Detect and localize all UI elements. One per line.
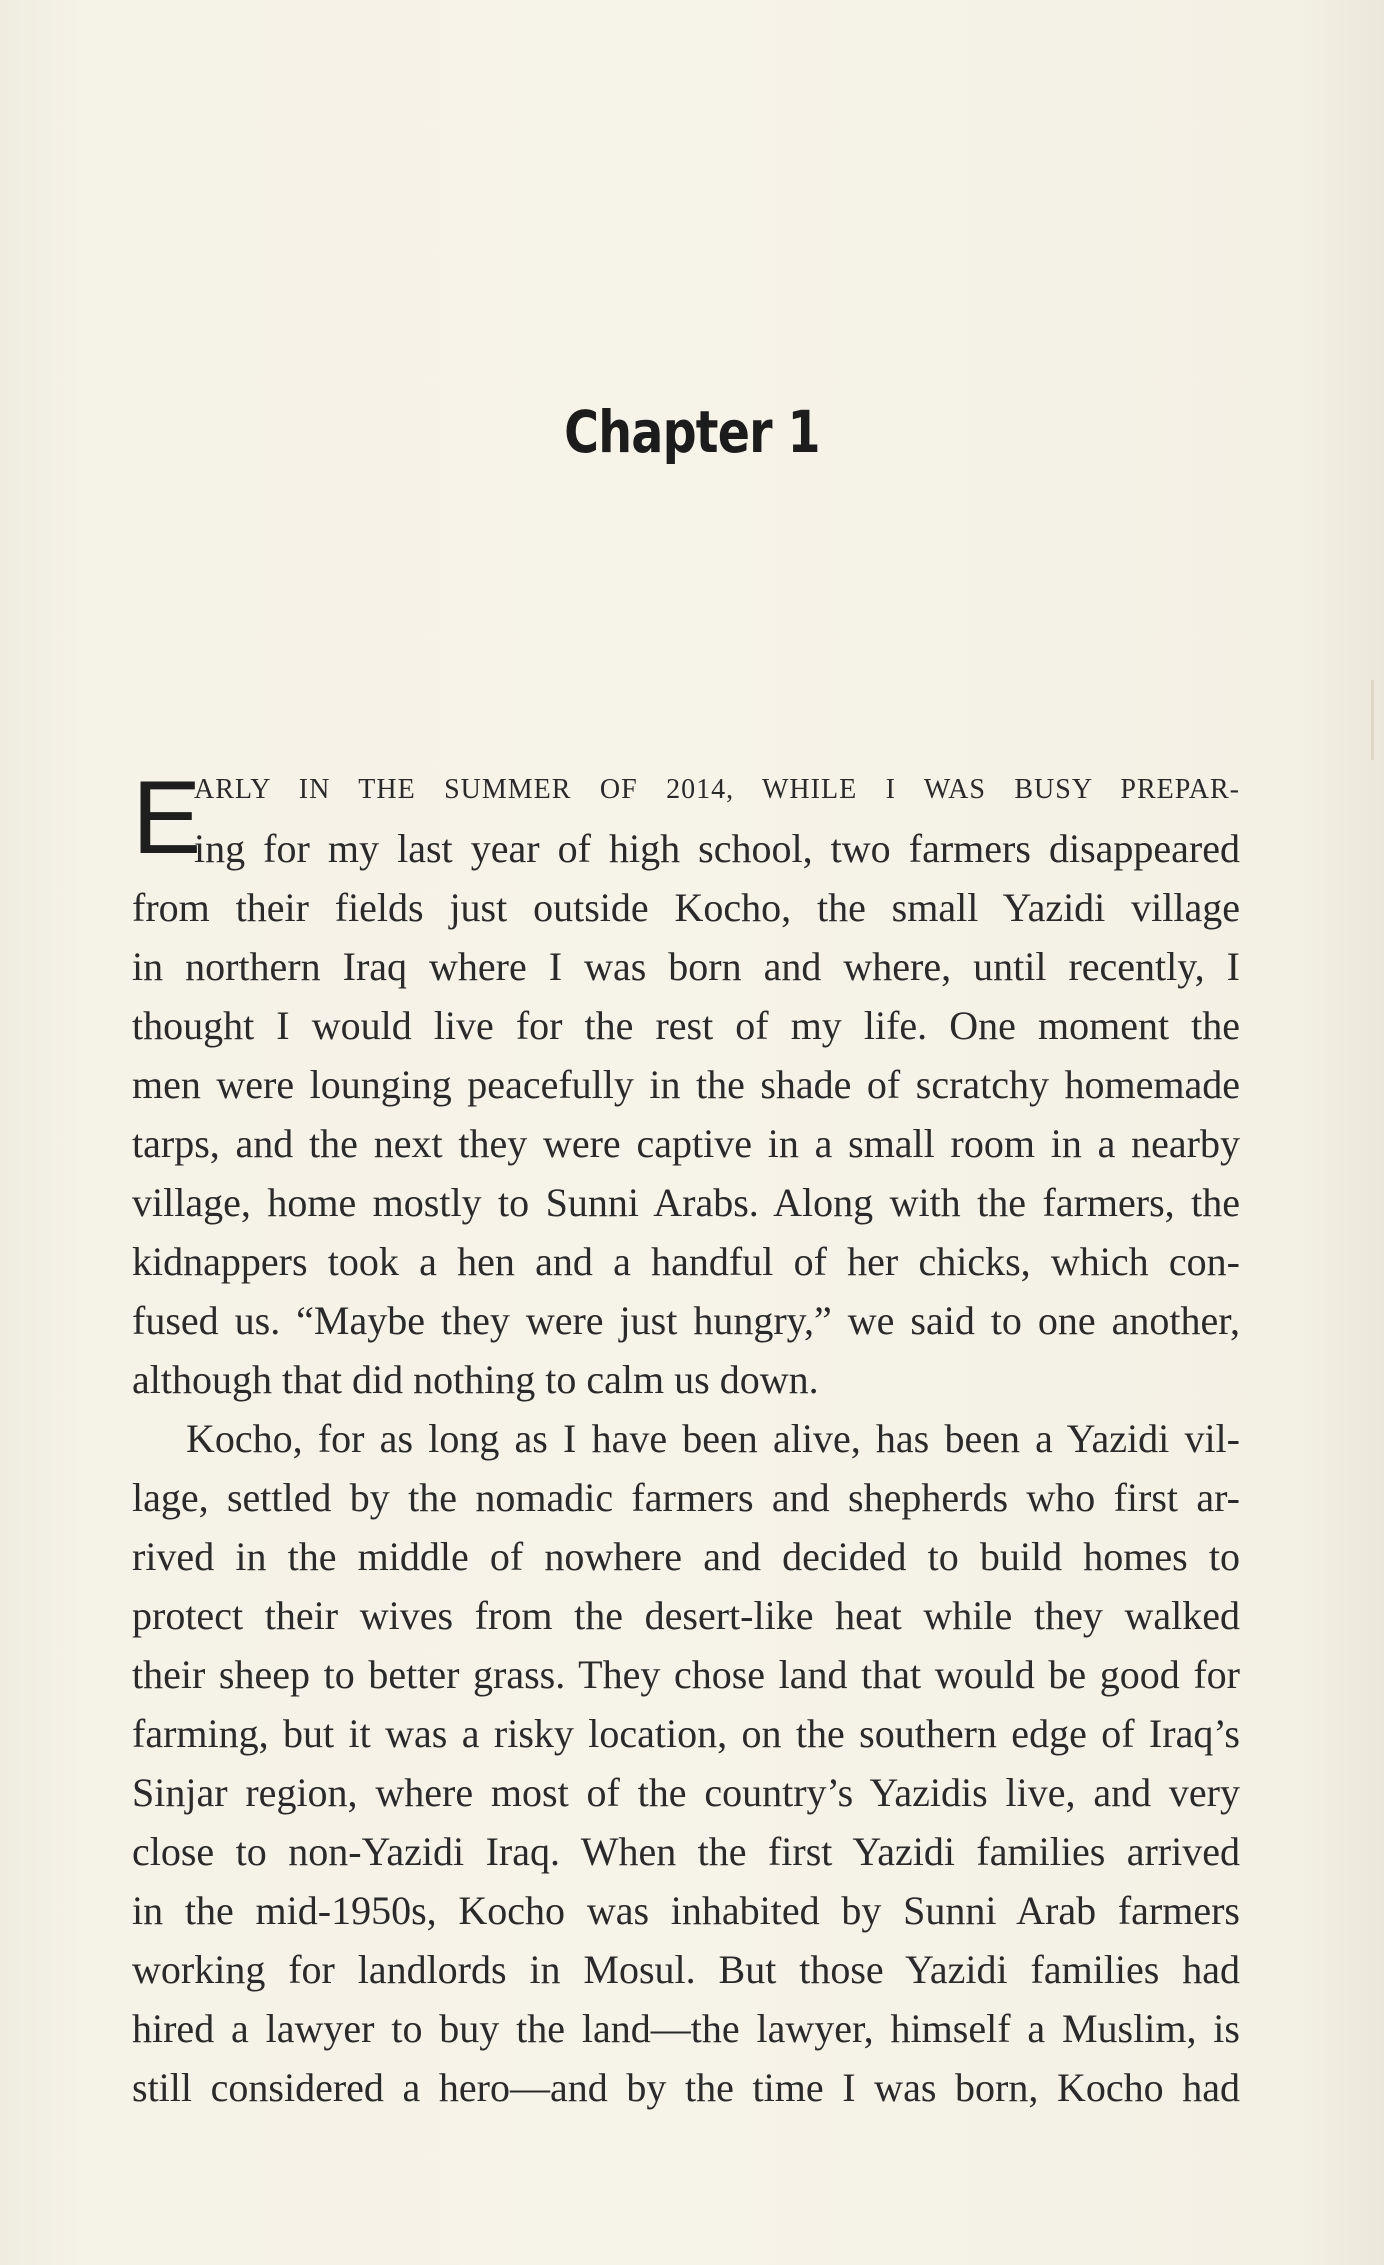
text-line: kidnappers took a hen and a handful of her chicks, which con- — [132, 1239, 1240, 1284]
text-line: protect their wives from the desert-like heat while they walked — [132, 1593, 1240, 1638]
text-line: from their fields just outside Kocho, the small Yazidi village — [132, 885, 1240, 930]
text-line: Sinjar region, where most of the country’s Yazidis live, and very — [132, 1770, 1240, 1815]
text-line: still considered a hero—and by the time I was born, Kocho had — [132, 2065, 1240, 2110]
text-line: in northern Iraq where I was born and where, until recently, I — [132, 944, 1240, 989]
text-line: working for landlords in Mosul. But those Yazidi families had — [132, 1947, 1240, 1992]
text-line: lage, settled by the nomadic farmers and shepherds who first ar- — [132, 1475, 1240, 1520]
text-line: close to non-Yazidi Iraq. When the first Yazidi families arrived — [132, 1829, 1240, 1874]
text-line: farming, but it was a risky location, on the southern edge of Iraq’s — [132, 1711, 1240, 1756]
text-line: thought I would live for the rest of my life. One moment the — [132, 1003, 1240, 1048]
body-text — [132, 760, 1240, 2117]
text-line: men were lounging peacefully in the shade of scratchy homemade — [132, 1062, 1240, 1107]
text-line: in the mid-1950s, Kocho was inhabited by Sunni Arab farmers — [132, 1888, 1240, 1933]
small-caps-opening: ARLY IN THE SUMMER OF 2014, WHILE I WAS BUSY PREPAR- — [194, 774, 1240, 805]
text-line: tarps, and the next they were captive in a small room in a nearby — [132, 1121, 1240, 1166]
text-line: although that did nothing to calm us down. — [132, 1357, 819, 1402]
drop-cap: E — [132, 760, 203, 876]
text-line: village, home mostly to Sunni Arabs. Along with the farmers, the — [132, 1180, 1240, 1225]
text-line: Kocho, for as long as I have been alive, has been a Yazidi vil- — [186, 1416, 1240, 1461]
text-line: fused us. “Maybe they were just hungry,” we said to one another, — [132, 1298, 1240, 1343]
page-edge-mark — [1371, 680, 1374, 760]
text-line: rived in the middle of nowhere and decided to build homes to — [132, 1534, 1240, 1579]
text-line: ing for my last year of high school, two farmers disappeared — [194, 826, 1240, 871]
chapter-title: Chapter 1 — [564, 398, 820, 466]
text-line: hired a lawyer to buy the land—the lawyer, himself a Muslim, is — [132, 2006, 1240, 2051]
text-line: their sheep to better grass. They chose land that would be good for — [132, 1652, 1240, 1697]
